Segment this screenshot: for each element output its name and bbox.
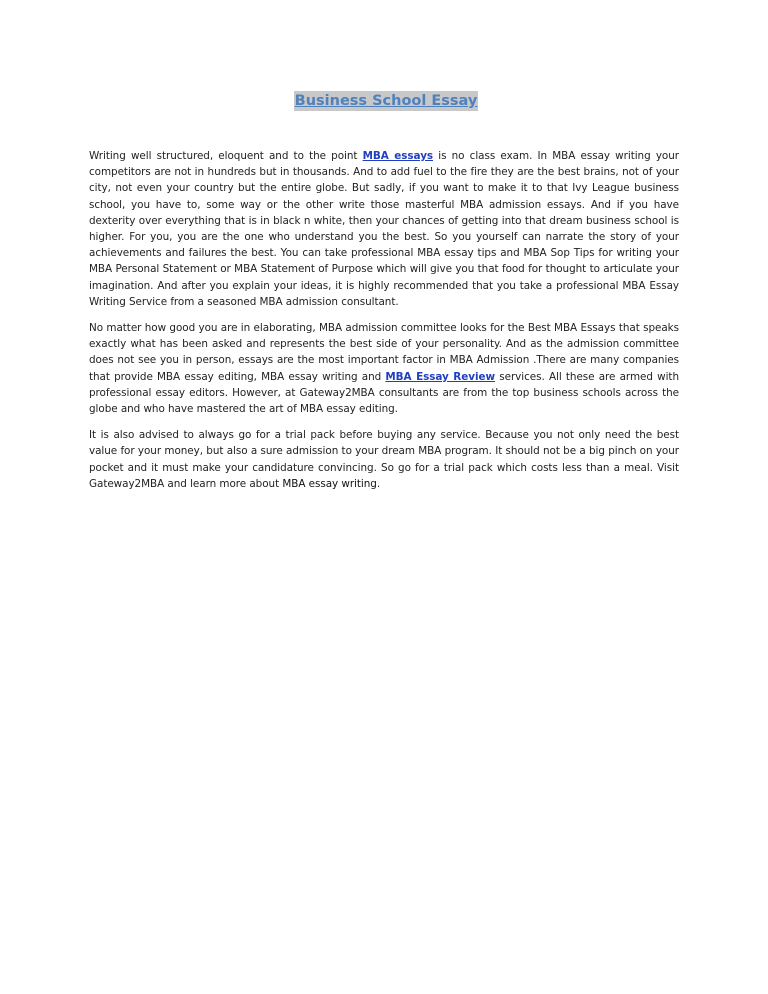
paragraph-1	[89, 148, 679, 310]
title-wrap	[89, 86, 679, 116]
paragraph-3-text-start: It is also advised to always go for a trial pack before buying any service. Because you not only need the best value for your money, but also a sure admission to your dream MBA program. It should not be a big pinch on your pocket and it must make your candidature convincing. So go for a trial pack which costs less than a meal. Visit Gateway2MBA and learn more about	[89, 429, 679, 490]
paragraph-2	[89, 320, 679, 417]
document-title: Business School Essay	[294, 93, 478, 109]
mba-essay-review-link[interactable]: MBA Essay Review	[385, 370, 496, 383]
paragraph-2-text-start: No matter how good you are in elaborating, MBA admission committee looks for the Best MBA Essays that speaks exactly what has been asked and represents the best side of your personality. And as the admission committee does not see you in person, essays are the most important factor in MBA Admission .There are many companies that provide MBA essay editing, MBA essay writing and	[89, 322, 679, 383]
document-page	[89, 86, 679, 502]
paragraph-3	[89, 427, 679, 492]
paragraph-1-text-end: is no class exam. In MBA essay writing your competitors are not in hundreds but in thousands. And to add fuel to the fire they are the best brains, not of your city, not even your country but the entire globe. But sadly, if you want to make it to that Ivy League business school, you have to, some way or the other write those masterful MBA admission essays. And if you have dexterity over everything that is in black n white, then your chances of getting into that dream business school is higher. For you, you are the one who understand you the best. So you yourself can narrate the story of your achievements and failures the best. You can take professional MBA essay tips and MBA Sop Tips for writing your MBA Personal Statement or MBA Statement of Purpose which will give you that food for thought to articulate your imagination. And after you explain your ideas, it is highly recommended that you take a professional MBA Essay Writing Service from a seasoned MBA admission consultant.	[89, 150, 679, 308]
mba-essay-writing-link[interactable]: MBA essay writing	[282, 477, 377, 490]
paragraph-1-text-start: Writing well structured, eloquent and to the point	[89, 150, 363, 162]
paragraph-2-text-end: services. All these are armed with professional essay editors. However, at Gateway2MBA consultants are from the top business schools across the globe and who have mastered the art of MBA essay editing.	[89, 370, 679, 416]
paragraph-3-text-end: .	[376, 477, 381, 490]
mba-essays-link[interactable]: MBA essays	[362, 150, 434, 162]
